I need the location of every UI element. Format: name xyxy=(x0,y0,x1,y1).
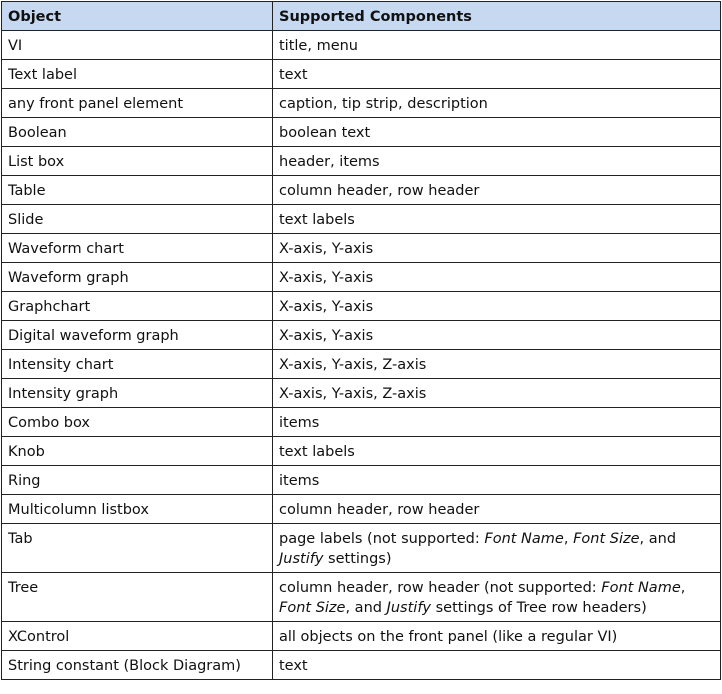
italic-segment: Justify xyxy=(279,551,324,567)
text-segment: column header, row header (not supported: xyxy=(279,580,602,596)
text-segment: , xyxy=(680,580,686,596)
text-segment: caption, tip strip, description xyxy=(279,96,488,112)
object-cell: Intensity graph xyxy=(2,379,273,408)
table-row xyxy=(2,176,721,205)
components-cell xyxy=(273,466,721,495)
components-cell xyxy=(273,379,721,408)
object-cell: any front panel element xyxy=(2,89,273,118)
table-row xyxy=(2,651,721,680)
components-cell xyxy=(273,31,721,60)
italic-segment: Font Size xyxy=(573,531,640,547)
table-row xyxy=(2,321,721,350)
text-segment: , and xyxy=(345,600,387,616)
header-supported-components: Supported Components xyxy=(273,2,721,31)
table-body xyxy=(2,31,721,680)
text-segment: text labels xyxy=(279,212,355,228)
text-segment: column header, row header xyxy=(279,502,480,518)
italic-segment: Font Name xyxy=(484,531,564,547)
object-cell: Graphchart xyxy=(2,292,273,321)
table-row xyxy=(2,147,721,176)
object-cell: Knob xyxy=(2,437,273,466)
italic-segment: Font Name xyxy=(601,580,681,596)
object-cell: Table xyxy=(2,176,273,205)
table-row xyxy=(2,205,721,234)
text-segment: X-axis, Y-axis xyxy=(279,241,374,257)
object-cell: Digital waveform graph xyxy=(2,321,273,350)
components-cell xyxy=(273,622,721,651)
text-segment: X-axis, Y-axis xyxy=(279,270,374,286)
text-segment: items xyxy=(279,415,320,431)
text-segment: text xyxy=(279,67,308,83)
table-row xyxy=(2,408,721,437)
components-cell xyxy=(273,118,721,147)
table-row xyxy=(2,31,721,60)
components-cell xyxy=(273,176,721,205)
components-cell xyxy=(273,60,721,89)
table-row xyxy=(2,234,721,263)
components-cell xyxy=(273,437,721,466)
table-header xyxy=(2,2,721,31)
table-row xyxy=(2,263,721,292)
table-row xyxy=(2,292,721,321)
text-segment: settings) xyxy=(323,551,392,567)
components-cell xyxy=(273,408,721,437)
text-segment: header, items xyxy=(279,154,380,170)
italic-segment: Justify xyxy=(386,600,431,616)
object-cell: Intensity chart xyxy=(2,350,273,379)
object-cell: Combo box xyxy=(2,408,273,437)
header-object: Object xyxy=(2,2,273,31)
table-row xyxy=(2,60,721,89)
text-segment: X-axis, Y-axis xyxy=(279,299,374,315)
header-row xyxy=(2,2,721,31)
object-cell: Waveform graph xyxy=(2,263,273,292)
table-row xyxy=(2,89,721,118)
object-cell: List box xyxy=(2,147,273,176)
object-cell: String constant (Block Diagram) xyxy=(2,651,273,680)
object-cell: Multicolumn listbox xyxy=(2,495,273,524)
components-cell xyxy=(273,350,721,379)
object-cell: Slide xyxy=(2,205,273,234)
supported-components-table xyxy=(1,1,721,680)
table-row xyxy=(2,524,721,573)
table-row xyxy=(2,573,721,622)
text-segment: settings of Tree row headers) xyxy=(431,600,647,616)
object-cell: Tab xyxy=(2,524,273,573)
object-cell: Ring xyxy=(2,466,273,495)
object-cell: XControl xyxy=(2,622,273,651)
table-row xyxy=(2,622,721,651)
object-cell: Text label xyxy=(2,60,273,89)
text-segment: boolean text xyxy=(279,125,371,141)
text-segment: title, menu xyxy=(279,38,358,54)
components-cell xyxy=(273,321,721,350)
table-row xyxy=(2,437,721,466)
table-row xyxy=(2,118,721,147)
text-segment: column header, row header xyxy=(279,183,480,199)
text-segment: all objects on the front panel (like a regular VI) xyxy=(279,629,618,645)
object-cell: Waveform chart xyxy=(2,234,273,263)
components-cell xyxy=(273,234,721,263)
components-cell xyxy=(273,89,721,118)
components-cell xyxy=(273,292,721,321)
components-cell xyxy=(273,524,721,573)
components-cell xyxy=(273,651,721,680)
object-cell: Boolean xyxy=(2,118,273,147)
text-segment: text xyxy=(279,658,308,674)
text-segment: X-axis, Y-axis xyxy=(279,328,374,344)
object-cell: Tree xyxy=(2,573,273,622)
components-cell xyxy=(273,573,721,622)
text-segment: X-axis, Y-axis, Z-axis xyxy=(279,386,427,402)
italic-segment: Font Size xyxy=(279,600,346,616)
text-segment: , xyxy=(563,531,574,547)
text-segment: items xyxy=(279,473,320,489)
table-row xyxy=(2,350,721,379)
components-cell xyxy=(273,205,721,234)
components-cell xyxy=(273,495,721,524)
table-row xyxy=(2,379,721,408)
components-cell xyxy=(273,147,721,176)
text-segment: X-axis, Y-axis, Z-axis xyxy=(279,357,427,373)
object-cell: VI xyxy=(2,31,273,60)
table-row xyxy=(2,495,721,524)
components-cell xyxy=(273,263,721,292)
table-row xyxy=(2,466,721,495)
text-segment: text labels xyxy=(279,444,355,460)
text-segment: page labels (not supported: xyxy=(279,531,485,547)
text-segment: , and xyxy=(639,531,677,547)
